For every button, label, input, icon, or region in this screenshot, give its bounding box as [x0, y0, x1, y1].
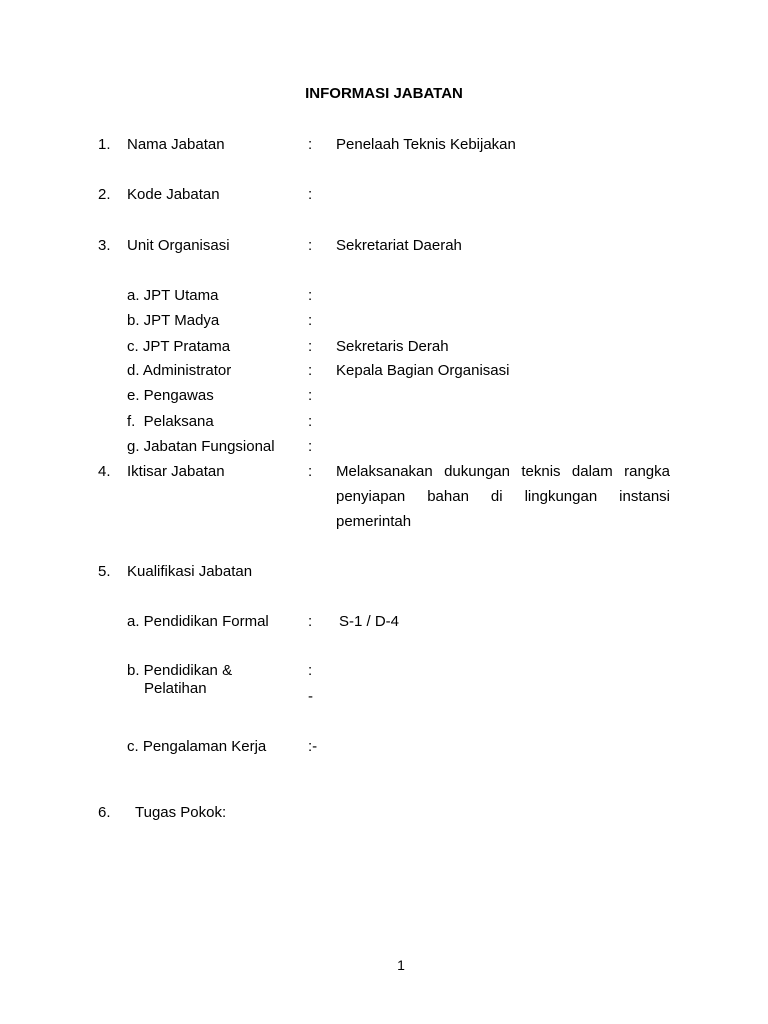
nama-jabatan-colon: : [308, 136, 313, 153]
pendidikan-pelatihan-label-2: Pelatihan [144, 680, 207, 697]
unit-organisasi-colon: : [308, 237, 313, 254]
administrator-colon: : [308, 362, 313, 379]
pendidikan-formal-label: a. Pendidikan Formal [127, 613, 269, 630]
item-number-5: 5. [98, 563, 111, 580]
iktisar-word: di [490, 488, 503, 505]
jpt-utama-colon: : [308, 287, 313, 304]
iktisar-word: penyiapan [336, 488, 406, 505]
administrator-value: Kepala Bagian Organisasi [336, 362, 510, 379]
jpt-utama-label: a. JPT Utama [127, 287, 219, 304]
pengalaman-kerja-label: c. Pengalaman Kerja [127, 738, 267, 755]
pendidikan-formal-colon: : [308, 613, 313, 630]
pengawas-label: e. Pengawas [127, 387, 214, 404]
iktisar-jabatan-label: Iktisar Jabatan [127, 463, 225, 480]
item-number-2: 2. [98, 186, 111, 203]
item-number-4: 4. [98, 463, 111, 480]
pendidikan-formal-value: S-1 / D-4 [339, 613, 400, 630]
kode-jabatan-label: Kode Jabatan [127, 186, 220, 203]
pendidikan-pelatihan-colon: : [308, 662, 313, 679]
pendidikan-pelatihan-label-1: b. Pendidikan & [127, 662, 233, 679]
tugas-pokok-label: Tugas Pokok: [135, 804, 227, 821]
nama-jabatan-value: Penelaah Teknis Kebijakan [336, 136, 516, 153]
jpt-madya-colon: : [308, 312, 313, 329]
item-number-3: 3. [98, 237, 111, 254]
pendidikan-pelatihan-value: - [308, 688, 313, 705]
iktisar-word: lingkungan [524, 488, 598, 505]
unit-organisasi-value: Sekretariat Daerah [336, 237, 462, 254]
iktisar-line-1 [336, 463, 670, 481]
pengawas-colon: : [308, 387, 313, 404]
jabatan-fungsional-label: g. Jabatan Fungsional [127, 438, 275, 455]
iktisar-word: bahan [427, 488, 469, 505]
kode-jabatan-colon: : [308, 186, 313, 203]
iktisar-word: instansi [619, 488, 670, 505]
iktisar-line-2 [336, 488, 670, 506]
administrator-label: d. Administrator [127, 362, 232, 379]
pengalaman-kerja-colon: :- [308, 738, 318, 755]
page-number: 1 [397, 957, 405, 973]
kualifikasi-jabatan-label: Kualifikasi Jabatan [127, 563, 253, 580]
jpt-pratama-value: Sekretaris Derah [336, 338, 449, 355]
iktisar-word: teknis [521, 463, 561, 480]
iktisar-word: rangka [624, 463, 670, 480]
item-number-6: 6. [98, 804, 111, 821]
jpt-pratama-colon: : [308, 338, 313, 355]
iktisar-jabatan-colon: : [308, 463, 313, 480]
nama-jabatan-label: Nama Jabatan [127, 136, 225, 153]
iktisar-line-3: pemerintah [336, 513, 412, 530]
iktisar-word: dalam [571, 463, 613, 480]
jpt-pratama-label: c. JPT Pratama [127, 338, 231, 355]
unit-organisasi-label: Unit Organisasi [127, 237, 230, 254]
item-number-1: 1. [98, 136, 111, 153]
jpt-madya-label: b. JPT Madya [127, 312, 220, 329]
pelaksana-colon: : [308, 413, 313, 430]
pelaksana-label: f. Pelaksana [127, 413, 214, 430]
jabatan-fungsional-colon: : [308, 438, 313, 455]
iktisar-word: Melaksanakan [336, 463, 433, 480]
iktisar-word: dukungan [444, 463, 510, 480]
document-title: INFORMASI JABATAN [305, 85, 463, 102]
